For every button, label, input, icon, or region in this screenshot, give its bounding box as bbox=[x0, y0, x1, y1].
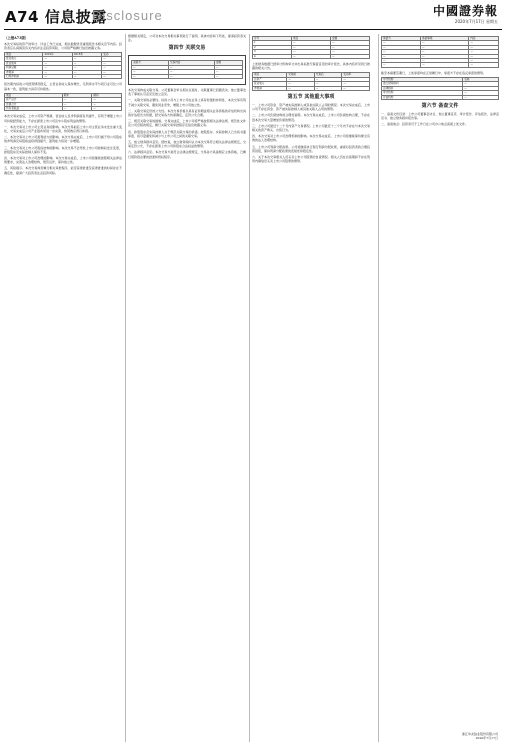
body-text: 二、备查地点：投资者可于工作日在公司办公地点查阅上述文件。 bbox=[381, 122, 469, 127]
body-text: 四、控股股东及实际控制人关于规范关联交易的承诺。控股股东、实际控制人已出具书面承诺，将尽量避免和减少与上市公司之间的关联交易。 bbox=[128, 129, 246, 138]
column-1 bbox=[4, 34, 122, 742]
issuer-name: 浙江华友钴业股份有限公司 bbox=[461, 732, 498, 736]
pro-forma-table: 项目 交易前 交易后 变动率 总资产 — — — 营业收入 — — — 净利润 — — — bbox=[252, 72, 370, 91]
financial-table: 项目 2019年 2018年 变动 营业收入 — — — 营业成本 — — — 利润总额 — — — 净利润 — — — 归母净利润 — — — bbox=[4, 52, 122, 79]
column-separator bbox=[125, 34, 126, 742]
column-3 bbox=[252, 34, 370, 742]
body-text: 本次交易构成关联交易。公司董事会审议相关议案时，关联董事已回避表决，独立董事发表了事前认可意见及独立意见。 bbox=[128, 88, 246, 97]
body-text: 一、关联交易的必要性。标的公司与上市公司在业务上具有较强的协同性，本次交易有利于减少关联交易，避免同业竞争，增强上市公司独立性。 bbox=[128, 98, 246, 107]
commitment-table: 承诺方 承诺事项 内容 — — — — — — — — — — — — — — — — — — bbox=[381, 36, 499, 68]
body-text: 根据相关规定，公司对本次交易相关事项进行了说明，具体内容如下所述，提请投资者关注。 bbox=[128, 34, 246, 43]
column-separator bbox=[378, 34, 379, 742]
financial-table: 项目 期末 期初 资产总计 — — 负债合计 — — 所有者权益 — — bbox=[4, 93, 122, 112]
section-heading: 第四节 关联交易 bbox=[168, 45, 206, 52]
page-header bbox=[0, 0, 506, 30]
body-text: 四、本次交易对上市公司治理机制的影响。本次交易完成后，上市公司将继续保持健全有效的法人治理结构。 bbox=[252, 134, 370, 143]
newspaper-masthead: 中國證券報 bbox=[432, 4, 498, 18]
section-name-en: Disclosure bbox=[92, 8, 163, 23]
body-text: 本次交易标的资产的审计、评估工作已完成，相关数据详见重组报告书相关章节内容。投资者应认真阅读有关内容并注意投资风险，公司将严格履行信息披露义务。 bbox=[4, 41, 122, 50]
issue-date: 2020年7月17日 星期五 bbox=[454, 19, 498, 24]
body-text: 一、上市公司资金、资产被实际控制人或其他关联人占用的情况。本次交易完成后，上市公司不存在资金、资产被实际控制人或其他关联人占用的情形。 bbox=[252, 103, 370, 112]
section-heading: 第五节 其他重大事项 bbox=[287, 94, 335, 101]
body-text: 截至本摘要签署日，上述承诺均在正常履行中，承诺方不存在违反承诺的情形。 bbox=[381, 70, 487, 75]
summary-table: 序号 项目 金额 1 — — 2 — — 3 — — 4 — — bbox=[252, 36, 370, 59]
column-separator bbox=[249, 34, 250, 742]
page-number: A74 信息披露 bbox=[5, 8, 107, 26]
column-4 bbox=[381, 34, 499, 742]
continuation-label: （上接A73版） bbox=[4, 36, 29, 40]
body-text: 五、上市公司利润分配政策。公司将继续执行现行利润分配政策，重视对投资者的合理投资回报，保持利润分配政策的连续性和稳定性。 bbox=[252, 144, 370, 153]
body-text: 三、上市公司最近十二个月内资产交易情况。上市公司最近十二个月内不存在与本次交易相关的资产购买、出售行为。 bbox=[252, 123, 370, 133]
body-text: 二、关联交易定价的公允性。本次交易价格以具有证券期货相关业务资格的评估机构出具的评估报告为依据，经交易各方协商确定，定价公允合理。 bbox=[128, 108, 246, 118]
section-heading: 第六节 备查文件 bbox=[421, 103, 459, 110]
column-2 bbox=[128, 34, 246, 742]
body-text: 二、上市公司负债结构的合理性说明。本次交易完成后，上市公司负债结构合理，不存在因本次交易大量增加负债的情况。 bbox=[252, 113, 370, 122]
body-text: 上述财务数据已经审计机构审计并出具标准无保留意见的审计报告，具体内容详见同日披露的相关公告。 bbox=[252, 62, 370, 71]
body-text: 四、本次交易对上市公司治理的影响。本次交易完成后，上市公司将继续按照相关法律法规要求，完善法人治理结构，规范运作，保持独立性。 bbox=[4, 156, 122, 165]
body-text: 五、独立财务顾问意见。经核查，独立财务顾问认为本次交易符合相关法律法规规定，交易定价公允，不存在损害上市公司和股东合法权益的情形。 bbox=[128, 140, 246, 149]
body-text: 三、规范关联交易的措施。交易完成后，上市公司将严格按照相关法律法规、规范性文件及公司章程的规定，履行关联交易审批程序及信息披露义务。 bbox=[128, 119, 246, 128]
header-rule bbox=[4, 29, 502, 30]
related-party-box bbox=[128, 55, 246, 85]
body-text: 六、关于本次交易相关人员买卖上市公司股票的自查情况。相关人员在自查期间不存在利用内幕信息买卖上市公司股票的情形。 bbox=[252, 155, 370, 164]
related-party-table: 关联方 交易内容 金额 — — — — — — — — — bbox=[131, 60, 243, 79]
issuer-signature bbox=[462, 732, 498, 740]
body-text: 六、法律顾问意见。本次交易方案符合法律法规规定，交易各方具备相应主体资格，已履行现阶段必要的批准和授权程序。 bbox=[128, 150, 246, 159]
body-text: 报告期内标的公司经营情况稳定，主营业务收入保持增长，毛利率水平与同行业可比公司基本一致，盈利能力具有可持续性。 bbox=[4, 82, 122, 91]
body-text: 一、本次交易对上市公司主营业务的影响。本次交易前后上市公司主营业务未发生重大变化，交易完成后公司产业链布局进一步完善，协同效应得以体现。 bbox=[4, 124, 122, 133]
body-text: 本次交易完成后，上市公司资产规模、营业收入及净利润将有所提升，有利于增强上市公司持续经营能力，不存在损害上市公司及中小股东利益的情形。 bbox=[4, 114, 122, 123]
body-text: 三、本次交易对上市公司股权结构的影响。本次交易不会导致上市公司控制权发生变更，控股股东及实际控制人保持不变。 bbox=[4, 145, 122, 154]
issuer-date: 2020年7月17日 bbox=[475, 736, 498, 740]
intermediary-table: 中介机构 名称 独立财务顾问 — 法律顾问 — 审计机构 — 评估机构 — bbox=[381, 77, 499, 100]
body-text: 五、风险提示。本次交易尚需履行相关审批程序，能否获得批准及获得批准的时间存在不确定性，提请广大投资者注意投资风险。 bbox=[4, 166, 122, 175]
body-text: 一、备查文件目录：上市公司董事会决议、独立董事意见、审计报告、评估报告、法律意见书、独立财务顾问报告等。 bbox=[381, 112, 499, 121]
body-text: 二、本次交易对上市公司盈利能力的影响。本次交易完成后，上市公司归属于母公司股东的净利润及每股收益将得到提升，盈利能力将进一步增强。 bbox=[4, 135, 122, 144]
